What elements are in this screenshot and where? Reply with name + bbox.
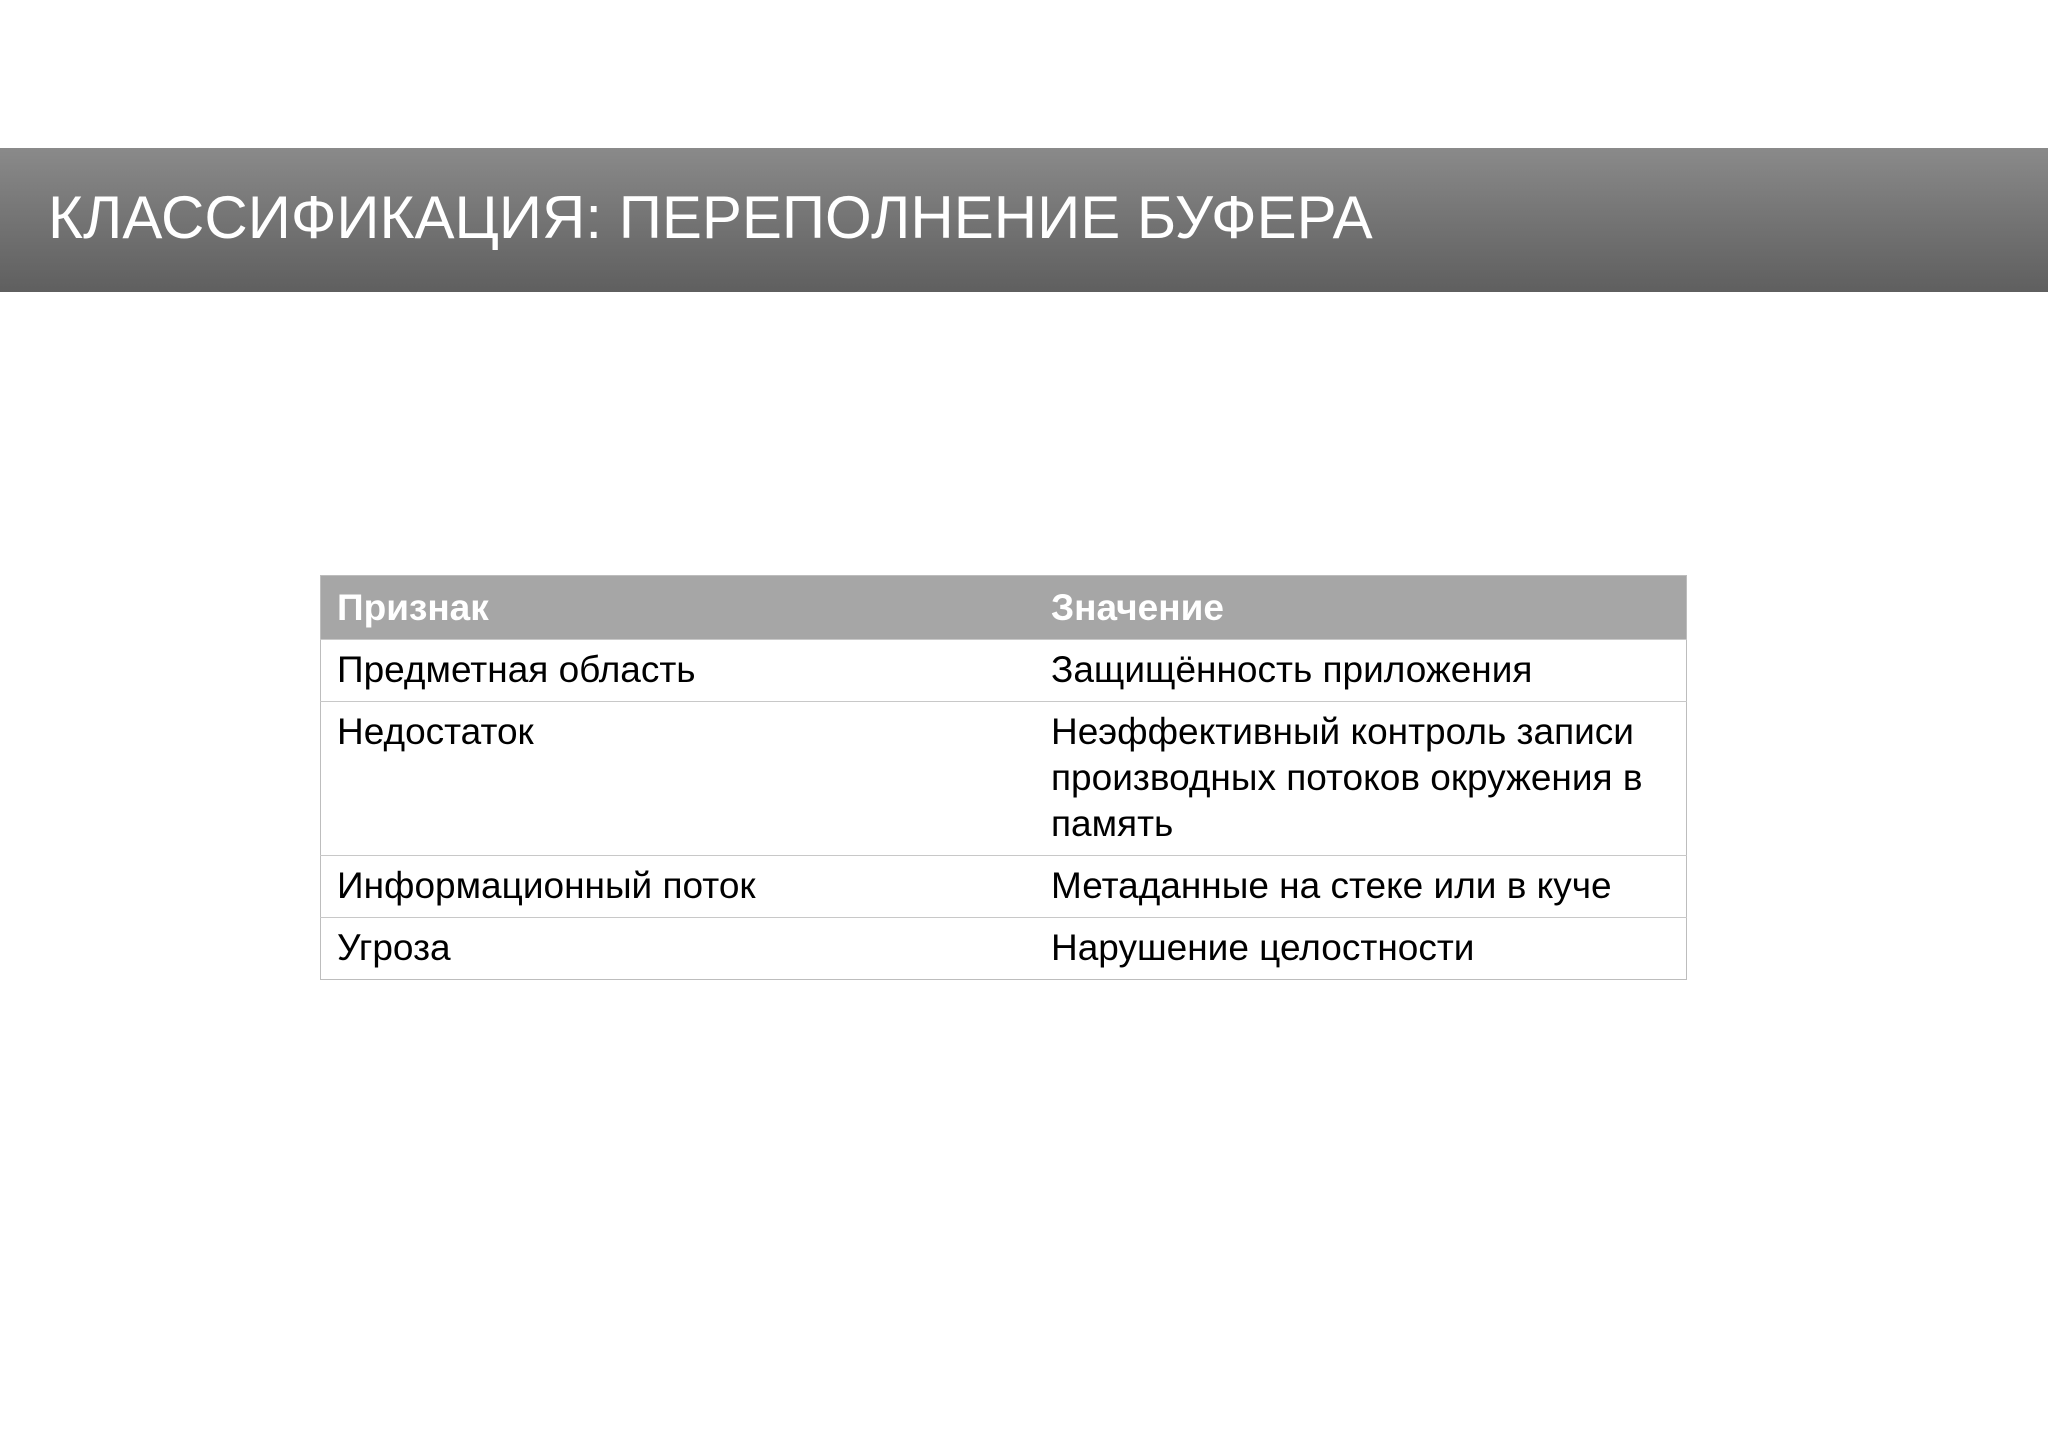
title-bar	[0, 148, 2048, 292]
table-cell-attribute: Предметная область	[321, 640, 1036, 702]
table-cell-value: Неэффективный контроль записи производных потоков окружения в память	[1035, 702, 1687, 856]
table-row	[321, 640, 1687, 702]
classification-table-container	[320, 575, 1687, 980]
table-row	[321, 856, 1687, 918]
page-title: КЛАССИФИКАЦИЯ: ПЕРЕПОЛНЕНИЕ БУФЕРА	[48, 184, 1373, 251]
table-cell-value: Защищённость приложения	[1035, 640, 1687, 702]
table-header-row	[321, 576, 1687, 640]
column-header-attribute: Признак	[321, 576, 1036, 640]
table-row	[321, 918, 1687, 980]
table-row	[321, 702, 1687, 856]
table-cell-value: Нарушение целостности	[1035, 918, 1687, 980]
column-header-value: Значение	[1035, 576, 1687, 640]
table-cell-value: Метаданные на стеке или в куче	[1035, 856, 1687, 918]
classification-table	[320, 575, 1687, 980]
table-cell-attribute: Недостаток	[321, 702, 1036, 856]
table-cell-attribute: Угроза	[321, 918, 1036, 980]
table-cell-attribute: Информационный поток	[321, 856, 1036, 918]
